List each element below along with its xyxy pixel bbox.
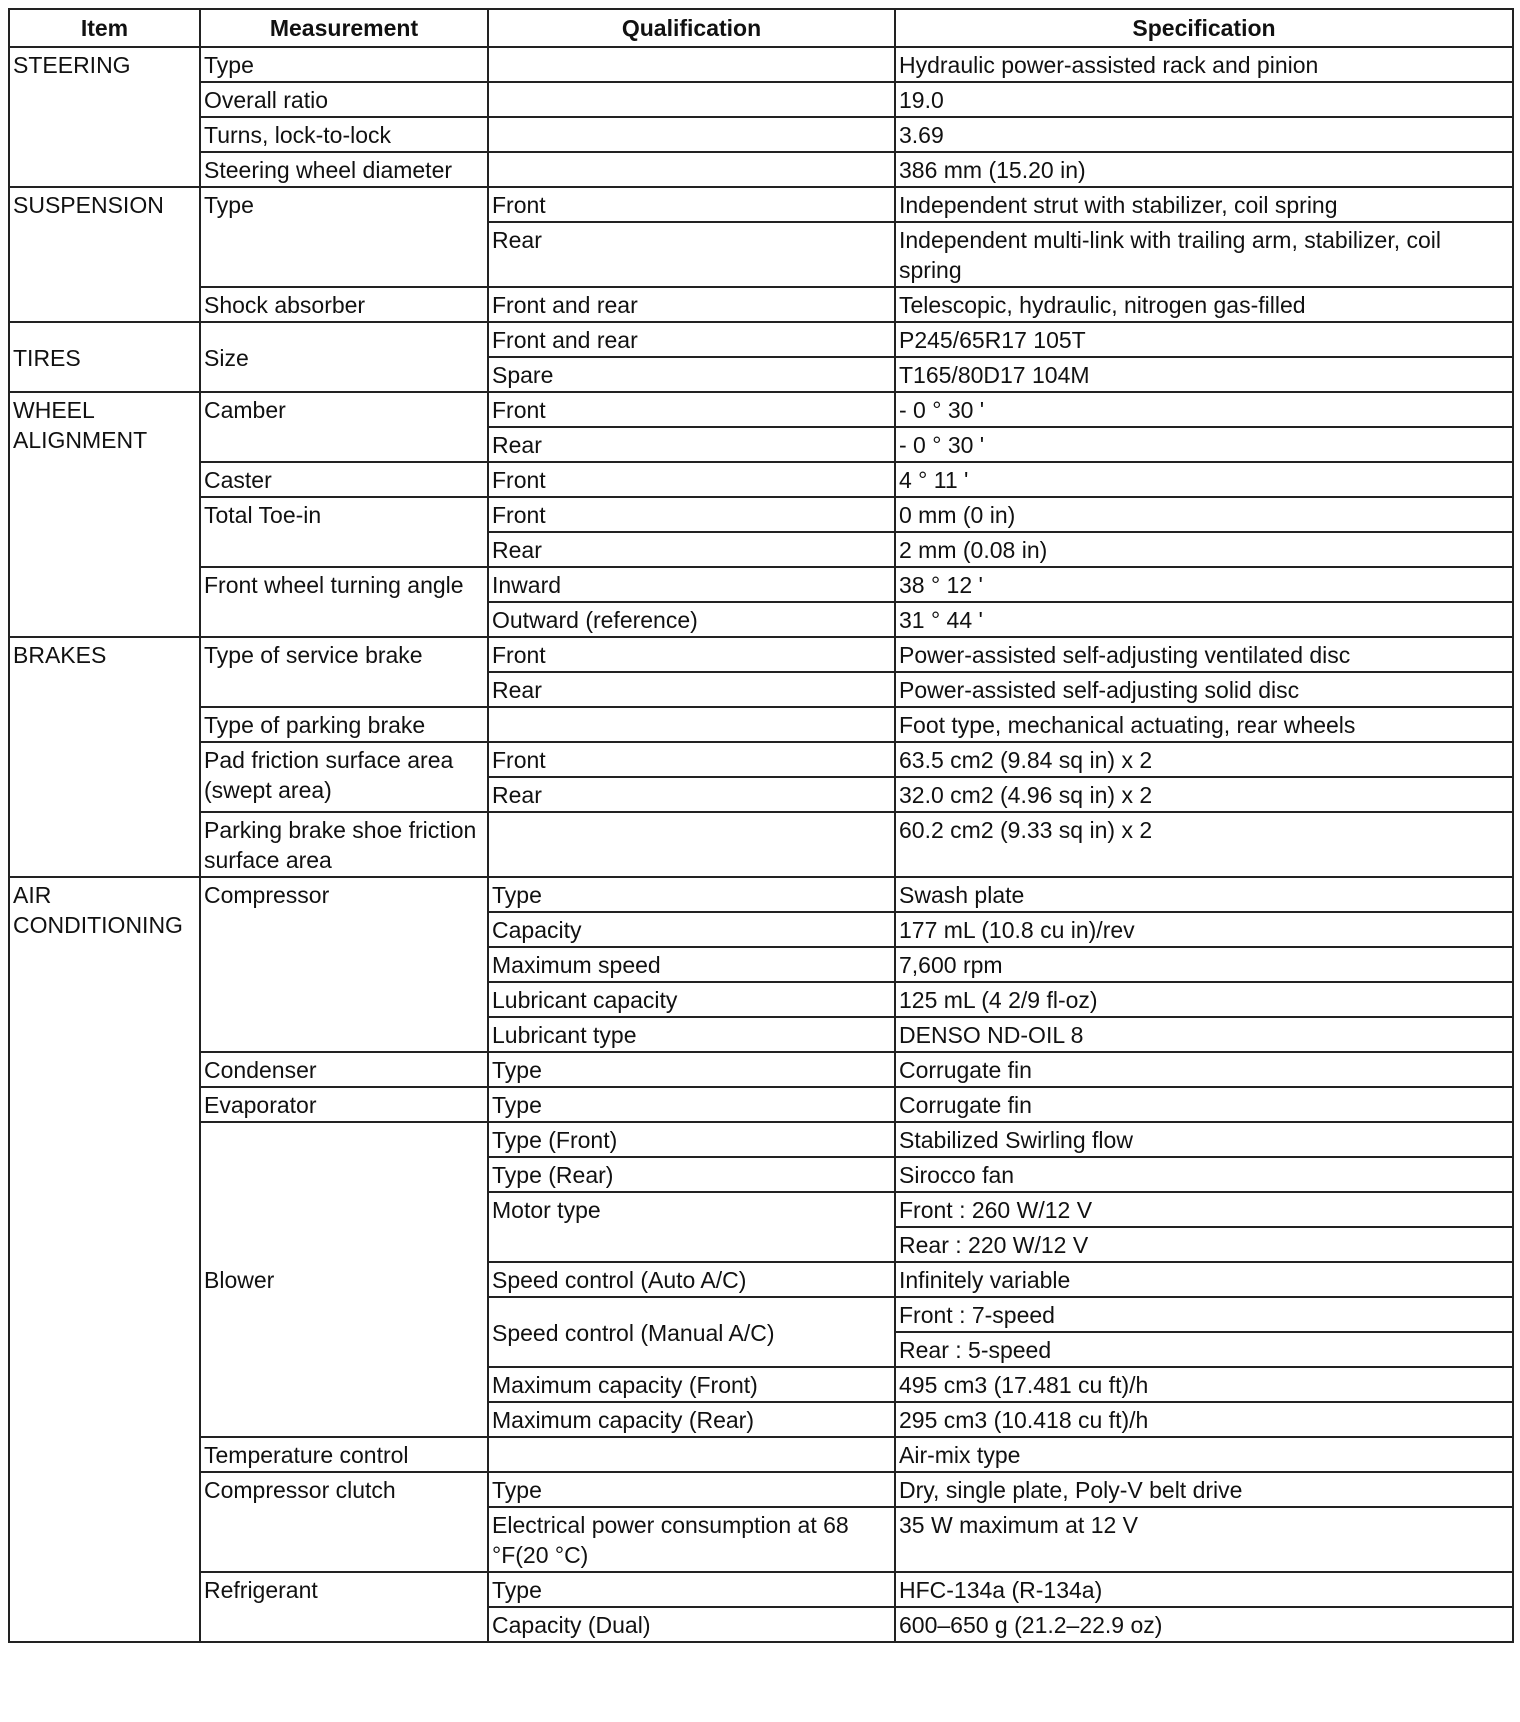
table-row bbox=[9, 742, 1513, 777]
qualification-cell: Front bbox=[488, 637, 895, 672]
specification-cell: - 0 ° 30 ' bbox=[895, 392, 1513, 427]
qualification-cell: Type bbox=[488, 1052, 895, 1087]
qualification-cell: Speed control (Auto A/C) bbox=[488, 1262, 895, 1297]
spec-table bbox=[8, 8, 1514, 1643]
specification-cell: Air-mix type bbox=[895, 1437, 1513, 1472]
measurement-cell: Refrigerant bbox=[200, 1572, 488, 1642]
qualification-cell: Motor type bbox=[488, 1192, 895, 1262]
item-cell: SUSPENSION bbox=[9, 187, 200, 322]
table-row bbox=[9, 322, 1513, 357]
specification-cell: - 0 ° 30 ' bbox=[895, 427, 1513, 462]
qualification-cell: Front bbox=[488, 392, 895, 427]
header-row bbox=[9, 9, 1513, 47]
qualification-cell bbox=[488, 82, 895, 117]
specification-cell: Rear : 220 W/12 V bbox=[895, 1227, 1513, 1262]
table-row bbox=[9, 1052, 1513, 1087]
qualification-cell: Spare bbox=[488, 357, 895, 392]
table-row bbox=[9, 287, 1513, 322]
qualification-cell: Front bbox=[488, 187, 895, 222]
table-row bbox=[9, 47, 1513, 82]
header-specification: Specification bbox=[895, 9, 1513, 47]
qualification-cell bbox=[488, 812, 895, 877]
specification-cell: Front : 7-speed bbox=[895, 1297, 1513, 1332]
measurement-cell: Overall ratio bbox=[200, 82, 488, 117]
qualification-cell: Rear bbox=[488, 222, 895, 287]
qualification-cell: Electrical power consumption at 68 °F(20 °C) bbox=[488, 1507, 895, 1572]
specification-cell: 7,600 rpm bbox=[895, 947, 1513, 982]
measurement-cell: Type bbox=[200, 187, 488, 287]
specification-cell: Corrugate fin bbox=[895, 1087, 1513, 1122]
specification-cell: 60.2 cm2 (9.33 sq in) x 2 bbox=[895, 812, 1513, 877]
specification-cell: Swash plate bbox=[895, 877, 1513, 912]
specification-cell: 295 cm3 (10.418 cu ft)/h bbox=[895, 1402, 1513, 1437]
table-row bbox=[9, 187, 1513, 222]
qualification-cell: Maximum capacity (Front) bbox=[488, 1367, 895, 1402]
specification-cell: Front : 260 W/12 V bbox=[895, 1192, 1513, 1227]
measurement-cell: Caster bbox=[200, 462, 488, 497]
table-row bbox=[9, 1437, 1513, 1472]
measurement-cell: Compressor clutch bbox=[200, 1472, 488, 1572]
table-row bbox=[9, 812, 1513, 877]
specification-cell: Independent multi-link with trailing arm, stabilizer, coil spring bbox=[895, 222, 1513, 287]
measurement-cell: Type bbox=[200, 47, 488, 82]
qualification-cell: Rear bbox=[488, 777, 895, 812]
item-cell: WHEEL ALIGNMENT bbox=[9, 392, 200, 637]
specification-cell: 35 W maximum at 12 V bbox=[895, 1507, 1513, 1572]
specification-cell: 125 mL (4 2/9 fl-oz) bbox=[895, 982, 1513, 1017]
measurement-cell: Evaporator bbox=[200, 1087, 488, 1122]
specification-cell: P245/65R17 105T bbox=[895, 322, 1513, 357]
specification-cell: Sirocco fan bbox=[895, 1157, 1513, 1192]
specification-cell: Stabilized Swirling flow bbox=[895, 1122, 1513, 1157]
measurement-cell: Steering wheel diameter bbox=[200, 152, 488, 187]
table-row bbox=[9, 152, 1513, 187]
qualification-cell: Capacity bbox=[488, 912, 895, 947]
qualification-cell: Lubricant type bbox=[488, 1017, 895, 1052]
qualification-cell: Front and rear bbox=[488, 287, 895, 322]
item-cell: AIR CONDITIONING bbox=[9, 877, 200, 1642]
specification-cell: 63.5 cm2 (9.84 sq in) x 2 bbox=[895, 742, 1513, 777]
specification-cell: 4 ° 11 ' bbox=[895, 462, 1513, 497]
specification-cell: 19.0 bbox=[895, 82, 1513, 117]
specification-cell: T165/80D17 104M bbox=[895, 357, 1513, 392]
measurement-cell: Front wheel turning angle bbox=[200, 567, 488, 637]
qualification-cell: Inward bbox=[488, 567, 895, 602]
measurement-cell: Total Toe-in bbox=[200, 497, 488, 567]
header-item: Item bbox=[9, 9, 200, 47]
specification-cell: 0 mm (0 in) bbox=[895, 497, 1513, 532]
measurement-cell: Blower bbox=[200, 1122, 488, 1437]
table-row bbox=[9, 637, 1513, 672]
qualification-cell: Front bbox=[488, 462, 895, 497]
qualification-cell: Maximum capacity (Rear) bbox=[488, 1402, 895, 1437]
specification-cell: 38 ° 12 ' bbox=[895, 567, 1513, 602]
table-row bbox=[9, 462, 1513, 497]
qualification-cell: Type bbox=[488, 1472, 895, 1507]
item-cell: STEERING bbox=[9, 47, 200, 187]
specification-cell: Infinitely variable bbox=[895, 1262, 1513, 1297]
specification-cell: 2 mm (0.08 in) bbox=[895, 532, 1513, 567]
qualification-cell: Type bbox=[488, 1087, 895, 1122]
table-row bbox=[9, 497, 1513, 532]
table-row bbox=[9, 1572, 1513, 1607]
qualification-cell: Type bbox=[488, 877, 895, 912]
measurement-cell: Condenser bbox=[200, 1052, 488, 1087]
table-row bbox=[9, 1122, 1513, 1157]
table-row bbox=[9, 117, 1513, 152]
qualification-cell: Type bbox=[488, 1572, 895, 1607]
item-cell: BRAKES bbox=[9, 637, 200, 877]
qualification-cell: Type (Rear) bbox=[488, 1157, 895, 1192]
qualification-cell: Rear bbox=[488, 427, 895, 462]
specification-cell: Independent strut with stabilizer, coil spring bbox=[895, 187, 1513, 222]
table-row bbox=[9, 392, 1513, 427]
measurement-cell: Type of parking brake bbox=[200, 707, 488, 742]
specification-cell: 386 mm (15.20 in) bbox=[895, 152, 1513, 187]
measurement-cell: Type of service brake bbox=[200, 637, 488, 707]
qualification-cell: Rear bbox=[488, 672, 895, 707]
measurement-cell: Size bbox=[200, 322, 488, 392]
header-qualification: Qualification bbox=[488, 9, 895, 47]
specification-cell: Power-assisted self-adjusting ventilated disc bbox=[895, 637, 1513, 672]
specification-cell: Telescopic, hydraulic, nitrogen gas-filled bbox=[895, 287, 1513, 322]
table-row bbox=[9, 82, 1513, 117]
table-row bbox=[9, 877, 1513, 912]
qualification-cell: Capacity (Dual) bbox=[488, 1607, 895, 1642]
header-measurement: Measurement bbox=[200, 9, 488, 47]
specification-cell: 177 mL (10.8 cu in)/rev bbox=[895, 912, 1513, 947]
specification-cell: 495 cm3 (17.481 cu ft)/h bbox=[895, 1367, 1513, 1402]
qualification-cell: Rear bbox=[488, 532, 895, 567]
measurement-cell: Temperature control bbox=[200, 1437, 488, 1472]
measurement-cell: Camber bbox=[200, 392, 488, 462]
qualification-cell: Lubricant capacity bbox=[488, 982, 895, 1017]
qualification-cell: Front and rear bbox=[488, 322, 895, 357]
specification-cell: Foot type, mechanical actuating, rear wheels bbox=[895, 707, 1513, 742]
specification-cell: 3.69 bbox=[895, 117, 1513, 152]
specification-cell: DENSO ND-OIL 8 bbox=[895, 1017, 1513, 1052]
table-row bbox=[9, 567, 1513, 602]
qualification-cell bbox=[488, 152, 895, 187]
specification-cell: Hydraulic power-assisted rack and pinion bbox=[895, 47, 1513, 82]
specification-cell: Rear : 5-speed bbox=[895, 1332, 1513, 1367]
qualification-cell bbox=[488, 707, 895, 742]
specification-cell: 600–650 g (21.2–22.9 oz) bbox=[895, 1607, 1513, 1642]
qualification-cell: Maximum speed bbox=[488, 947, 895, 982]
item-cell: TIRES bbox=[9, 322, 200, 392]
qualification-cell: Front bbox=[488, 742, 895, 777]
specification-cell: HFC-134a (R-134a) bbox=[895, 1572, 1513, 1607]
measurement-cell: Parking brake shoe friction surface area bbox=[200, 812, 488, 877]
specification-cell: 32.0 cm2 (4.96 sq in) x 2 bbox=[895, 777, 1513, 812]
specification-cell: 31 ° 44 ' bbox=[895, 602, 1513, 637]
specification-cell: Corrugate fin bbox=[895, 1052, 1513, 1087]
specification-cell: Power-assisted self-adjusting solid disc bbox=[895, 672, 1513, 707]
table-row bbox=[9, 1472, 1513, 1507]
measurement-cell: Shock absorber bbox=[200, 287, 488, 322]
measurement-cell: Compressor bbox=[200, 877, 488, 1052]
measurement-cell: Pad friction surface area (swept area) bbox=[200, 742, 488, 812]
qualification-cell bbox=[488, 47, 895, 82]
measurement-cell: Turns, lock-to-lock bbox=[200, 117, 488, 152]
table-row bbox=[9, 707, 1513, 742]
qualification-cell: Front bbox=[488, 497, 895, 532]
table-row bbox=[9, 1087, 1513, 1122]
qualification-cell: Outward (reference) bbox=[488, 602, 895, 637]
qualification-cell bbox=[488, 117, 895, 152]
qualification-cell: Speed control (Manual A/C) bbox=[488, 1297, 895, 1367]
qualification-cell: Type (Front) bbox=[488, 1122, 895, 1157]
qualification-cell bbox=[488, 1437, 895, 1472]
specification-cell: Dry, single plate, Poly-V belt drive bbox=[895, 1472, 1513, 1507]
